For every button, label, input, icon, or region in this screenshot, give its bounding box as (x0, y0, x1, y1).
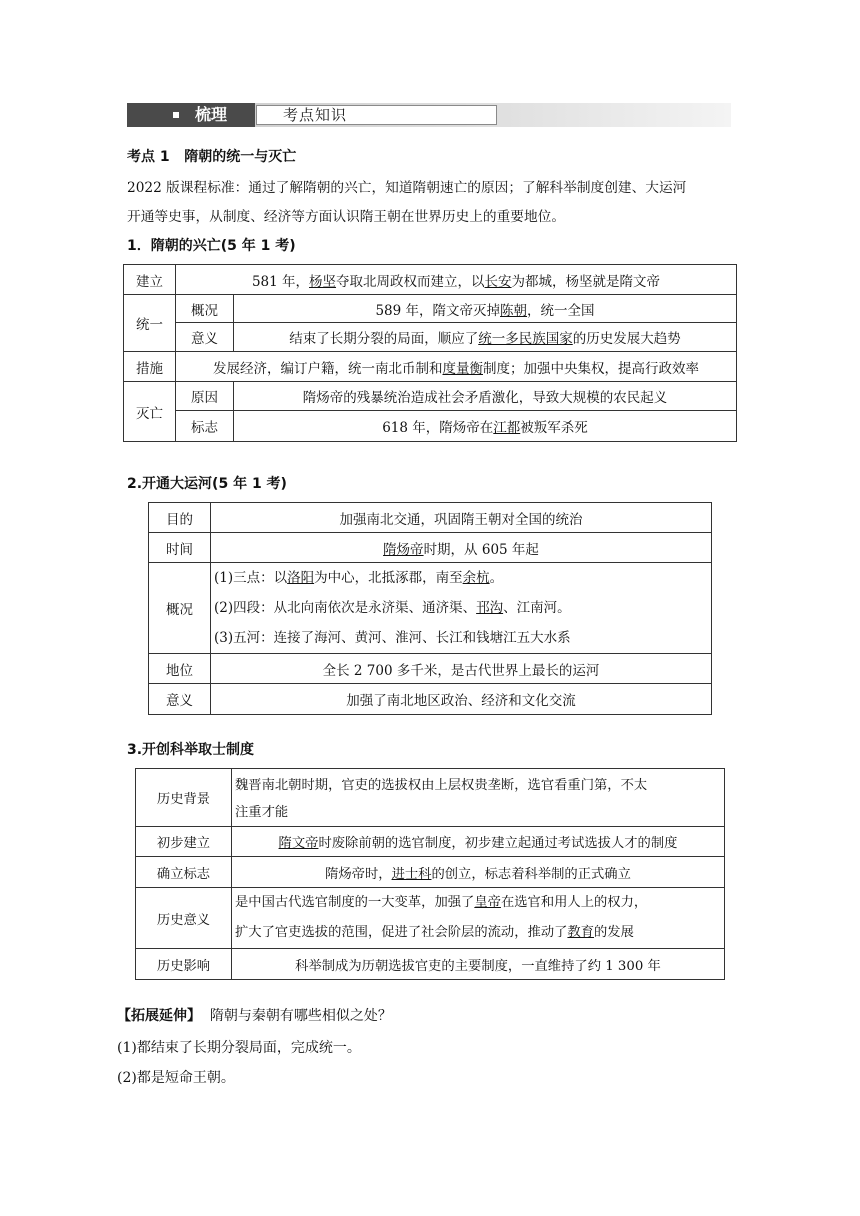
table-row (124, 295, 737, 323)
beijing-line-2: 注重才能 (235, 804, 289, 820)
table-row (149, 563, 712, 654)
row-header-cuoshi: 措施 (124, 352, 176, 382)
header-dark-tab (127, 103, 255, 127)
yiyi-content: 加强了南北地区政治、经济和文化交流 (211, 684, 712, 715)
table-row (136, 769, 725, 827)
tongyi-gaikuang-content: 589 年，隋文帝灭掉陈朝，统一全国 (234, 295, 737, 323)
underlined-term: 陈朝 (500, 302, 528, 319)
table-row (149, 654, 712, 684)
row-header-tongyi: 统一 (124, 295, 176, 352)
jianli-content: 581 年，杨坚夺取北周政权而建立，以长安为都城，杨坚就是隋文帝 (176, 265, 737, 295)
yiyi-content (232, 888, 725, 949)
sub-header-yiyi: 意义 (176, 323, 234, 352)
underlined-term: 江都 (493, 420, 521, 436)
underlined-term: 邗沟 (476, 600, 504, 616)
row-header-beijing: 历史背景 (136, 769, 232, 827)
yiyi-line-1: 是中国古代选官制度的一大变革，加强了皇帝在选官和用人上的权力， (235, 895, 648, 910)
tongyi-yiyi-content: 结束了长期分裂的局面，顺应了统一多民族国家的历史发展大趋势 (234, 323, 737, 352)
table-row (124, 411, 737, 442)
gaikuang-line-2: (2)四段：从北向南依次是永济渠、通济渠、邗沟、江南河。 (214, 600, 571, 616)
extension-label: 【拓展延伸】 (117, 1008, 201, 1024)
standard-line-1: 2022 版课程标准：通过了解隋朝的兴亡，知道隋朝速亡的原因；了解科举制度创建、大运河 (127, 180, 687, 196)
shijian-content: 隋炀帝时期，从 605 年起 (211, 533, 712, 563)
miewang-yuanyin-content: 隋炀帝的残暴统治造成社会矛盾激化，导致大规模的农民起义 (234, 382, 737, 411)
row-header-yiyi: 意义 (149, 684, 211, 715)
gaikuang-line-1: (1)三点：以洛阳为中心，北抵涿郡，南至余杭。 (214, 570, 504, 586)
yingxiang-content: 科举制成为历朝选拔官吏的主要制度，一直维持了约 1 300 年 (232, 949, 725, 980)
underlined-term: 教育 (567, 925, 595, 940)
row-header-biaozhi: 确立标志 (136, 857, 232, 888)
table-row (124, 323, 737, 352)
keju-table (135, 768, 725, 980)
table-row (124, 382, 737, 411)
row-header-gaikuang: 概况 (149, 563, 211, 654)
underlined-term: 长安 (484, 273, 512, 290)
table-row (149, 533, 712, 563)
biaozhi-content: 隋炀帝时，进士科的创立，标志着科举制的正式确立 (232, 857, 725, 888)
table-row (124, 265, 737, 295)
underlined-term: 隋炀帝 (383, 541, 424, 558)
extension-answer-1: (1)都结束了长期分裂局面，完成统一。 (117, 1040, 361, 1056)
underlined-term: 统一多民族国家 (478, 331, 573, 347)
underlined-term: 隋文帝 (278, 836, 319, 851)
row-header-mudi: 目的 (149, 503, 211, 533)
sub-header-biaozhi: 标志 (176, 411, 234, 442)
square-bullet-icon (173, 112, 179, 118)
section-header-bar (127, 103, 731, 127)
gaikuang-line-3: (3)五河：连接了海河、黄河、淮河、长江和钱塘江五大水系 (214, 630, 571, 646)
table-row (136, 857, 725, 888)
kaodian-label: 考点 1 (127, 149, 170, 165)
section2-heading: 2.开通大运河(5 年 1 考) (127, 476, 287, 492)
section3-heading: 3.开创科举取士制度 (127, 742, 255, 758)
diwei-content: 全长 2 700 多千米，是古代世界上最长的运河 (211, 654, 712, 684)
beijing-content (232, 769, 725, 827)
table-row (149, 684, 712, 715)
mudi-content: 加强南北交通，巩固隋王朝对全国的统治 (211, 503, 712, 533)
beijing-line-1: 魏晋南北朝时期，官吏的选拔权由上层权贵垄断，选官看重门第，不太 (235, 777, 648, 793)
underlined-term: 进士科 (391, 866, 432, 882)
underlined-term: 皇帝 (474, 895, 501, 910)
row-header-yiyi: 历史意义 (136, 888, 232, 949)
header-tab-active: 梳理 (195, 105, 228, 124)
row-header-jianli: 建立 (124, 265, 176, 295)
section1-heading: 1．隋朝的兴亡(5 年 1 考) (127, 238, 296, 254)
header-tab-inactive: 考点知识 (283, 106, 348, 124)
grand-canal-table (148, 502, 712, 715)
standard-line-2: 开通等史事，从制度、经济等方面认识隋王朝在世界历史上的重要地位。 (127, 209, 566, 225)
rise-fall-table (123, 264, 737, 442)
table-row (124, 352, 737, 382)
underlined-term: 洛阳 (287, 570, 315, 586)
underlined-term: 度量衡 (442, 360, 483, 377)
extension-question-text: 隋朝与秦朝有哪些相似之处？ (209, 1008, 392, 1024)
row-header-chubu: 初步建立 (136, 827, 232, 857)
sub-header-gaikuang: 概况 (176, 295, 234, 323)
extension-question (117, 1006, 392, 1026)
row-header-miewang: 灭亡 (124, 382, 176, 442)
gaikuang-content (211, 563, 712, 654)
row-header-shijian: 时间 (149, 533, 211, 563)
underlined-term: 余杭 (462, 570, 490, 586)
kaodian-topic: 隋朝的统一与灭亡 (184, 149, 297, 165)
table-row (136, 949, 725, 980)
table-row (136, 888, 725, 949)
yiyi-line-2: 扩大了官吏选拔的范围，促进了社会阶层的流动，推动了教育的发展 (235, 925, 634, 940)
row-header-diwei: 地位 (149, 654, 211, 684)
table-row (136, 827, 725, 857)
kaodian-title (127, 147, 296, 167)
extension-answer-2: (2)都是短命王朝。 (117, 1070, 235, 1086)
underlined-term: 杨坚 (309, 273, 337, 290)
cuoshi-content: 发展经济，编订户籍，统一南北币制和度量衡制度；加强中央集权，提高行政效率 (176, 352, 737, 382)
row-header-yingxiang: 历史影响 (136, 949, 232, 980)
sub-header-yuanyin: 原因 (176, 382, 234, 411)
chubu-content: 隋文帝时废除前朝的选官制度，初步建立起通过考试选拔人才的制度 (232, 827, 725, 857)
table-row (149, 503, 712, 533)
miewang-biaozhi-content: 618 年，隋炀帝在江都被叛军杀死 (234, 411, 737, 442)
